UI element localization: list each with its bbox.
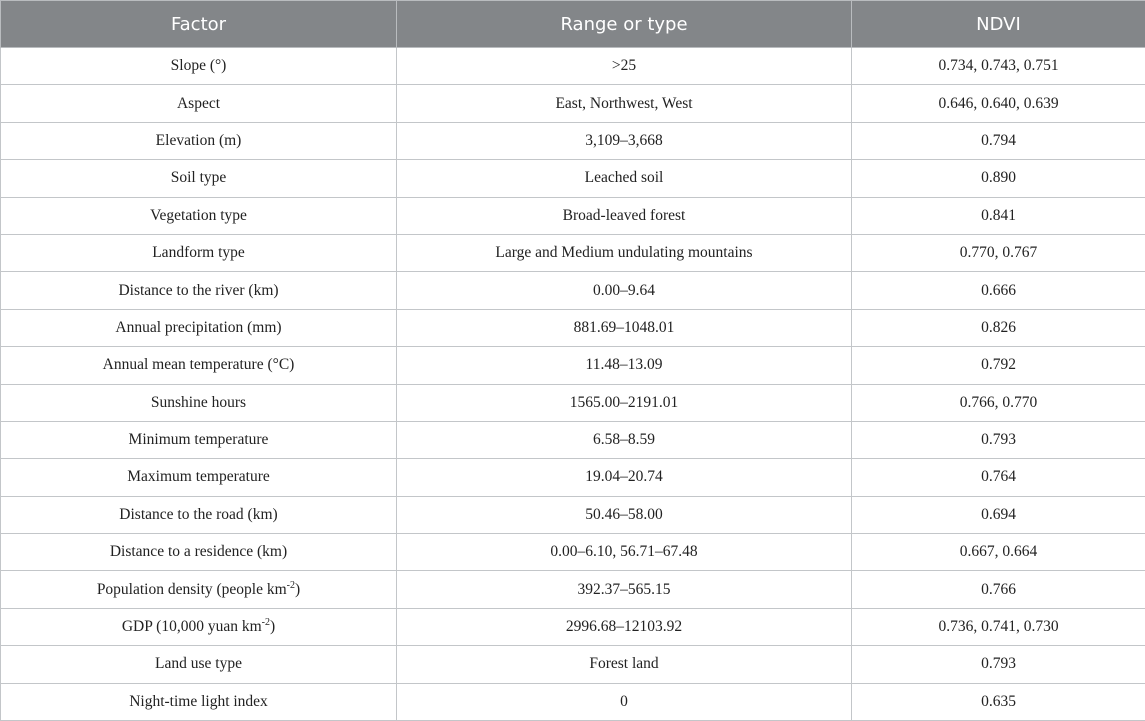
- factor-cell: Distance to a residence (km): [1, 534, 397, 571]
- ndvi-cell: 0.766, 0.770: [852, 384, 1145, 421]
- exponent: -2: [286, 579, 296, 591]
- range-cell: East, Northwest, West: [397, 85, 852, 122]
- table-row: [1, 85, 1145, 122]
- table-row: [1, 571, 1145, 608]
- factor-cell: Maximum temperature: [1, 459, 397, 496]
- range-cell: 6.58–8.59: [397, 421, 852, 458]
- table-row: [1, 646, 1145, 683]
- table-row: [1, 122, 1145, 159]
- range-cell: 0: [397, 683, 852, 720]
- table-row: [1, 459, 1145, 496]
- factor-cell: [1, 571, 397, 608]
- table-row: [1, 421, 1145, 458]
- table-row: [1, 309, 1145, 346]
- table-row: [1, 160, 1145, 197]
- table-row: [1, 608, 1145, 645]
- factor-cell: Landform type: [1, 234, 397, 271]
- ndvi-cell: 0.646, 0.640, 0.639: [852, 85, 1145, 122]
- table-row: [1, 347, 1145, 384]
- header-ndvi: NDVI: [852, 1, 1145, 48]
- table-body: [1, 48, 1145, 721]
- ndvi-cell: 0.736, 0.741, 0.730: [852, 608, 1145, 645]
- ndvi-cell: 0.826: [852, 309, 1145, 346]
- ndvi-cell: 0.792: [852, 347, 1145, 384]
- range-cell: 3,109–3,668: [397, 122, 852, 159]
- ndvi-cell: 0.635: [852, 683, 1145, 720]
- factor-cell: Annual mean temperature (°C): [1, 347, 397, 384]
- factor-cell: Vegetation type: [1, 197, 397, 234]
- factor-cell: Annual precipitation (mm): [1, 309, 397, 346]
- table-row: [1, 48, 1145, 85]
- ndvi-cell: 0.793: [852, 421, 1145, 458]
- table-row: [1, 534, 1145, 571]
- factor-cell: Elevation (m): [1, 122, 397, 159]
- factor-cell: Slope (°): [1, 48, 397, 85]
- factor-cell: Night-time light index: [1, 683, 397, 720]
- factor-cell: Aspect: [1, 85, 397, 122]
- factor-cell: Minimum temperature: [1, 421, 397, 458]
- range-cell: 1565.00–2191.01: [397, 384, 852, 421]
- header-range-or-type: Range or type: [397, 1, 852, 48]
- header-factor: Factor: [1, 1, 397, 48]
- range-cell: 11.48–13.09: [397, 347, 852, 384]
- ndvi-cell: 0.766: [852, 571, 1145, 608]
- ndvi-cell: 0.666: [852, 272, 1145, 309]
- factor-cell: [1, 608, 397, 645]
- table-row: [1, 384, 1145, 421]
- ndvi-cell: 0.770, 0.767: [852, 234, 1145, 271]
- ndvi-cell: 0.764: [852, 459, 1145, 496]
- ndvi-cell: 0.667, 0.664: [852, 534, 1145, 571]
- range-cell: Broad-leaved forest: [397, 197, 852, 234]
- factor-cell: Soil type: [1, 160, 397, 197]
- ndvi-cell: 0.694: [852, 496, 1145, 533]
- range-cell: 0.00–9.64: [397, 272, 852, 309]
- ndvi-cell: 0.841: [852, 197, 1145, 234]
- ndvi-cell: 0.793: [852, 646, 1145, 683]
- range-cell: 881.69–1048.01: [397, 309, 852, 346]
- range-cell: Large and Medium undulating mountains: [397, 234, 852, 271]
- factor-cell: Distance to the river (km): [1, 272, 397, 309]
- table-header: [1, 1, 1145, 48]
- ndvi-cell: 0.794: [852, 122, 1145, 159]
- header-row: [1, 1, 1145, 48]
- range-cell: 0.00–6.10, 56.71–67.48: [397, 534, 852, 571]
- factor-text-end: ): [295, 580, 301, 598]
- factor-cell: Land use type: [1, 646, 397, 683]
- table-row: [1, 197, 1145, 234]
- factor-text-end: ): [269, 618, 276, 636]
- range-cell: Forest land: [397, 646, 852, 683]
- exponent: -2: [261, 617, 270, 629]
- range-cell: 392.37–565.15: [397, 571, 852, 608]
- range-cell: 19.04–20.74: [397, 459, 852, 496]
- range-cell: >25: [397, 48, 852, 85]
- factor-cell: Distance to the road (km): [1, 496, 397, 533]
- factor-text: Population density (people km: [96, 580, 287, 598]
- ndvi-cell: 0.890: [852, 160, 1145, 197]
- factor-cell: Sunshine hours: [1, 384, 397, 421]
- table-row: [1, 496, 1145, 533]
- range-cell: 50.46–58.00: [397, 496, 852, 533]
- factor-text: GDP (10,000 yuan km: [121, 618, 262, 636]
- ndvi-cell: 0.734, 0.743, 0.751: [852, 48, 1145, 85]
- range-cell: 2996.68–12103.92: [397, 608, 852, 645]
- table-row: [1, 234, 1145, 271]
- table-row: [1, 683, 1145, 720]
- range-cell: Leached soil: [397, 160, 852, 197]
- table-row: [1, 272, 1145, 309]
